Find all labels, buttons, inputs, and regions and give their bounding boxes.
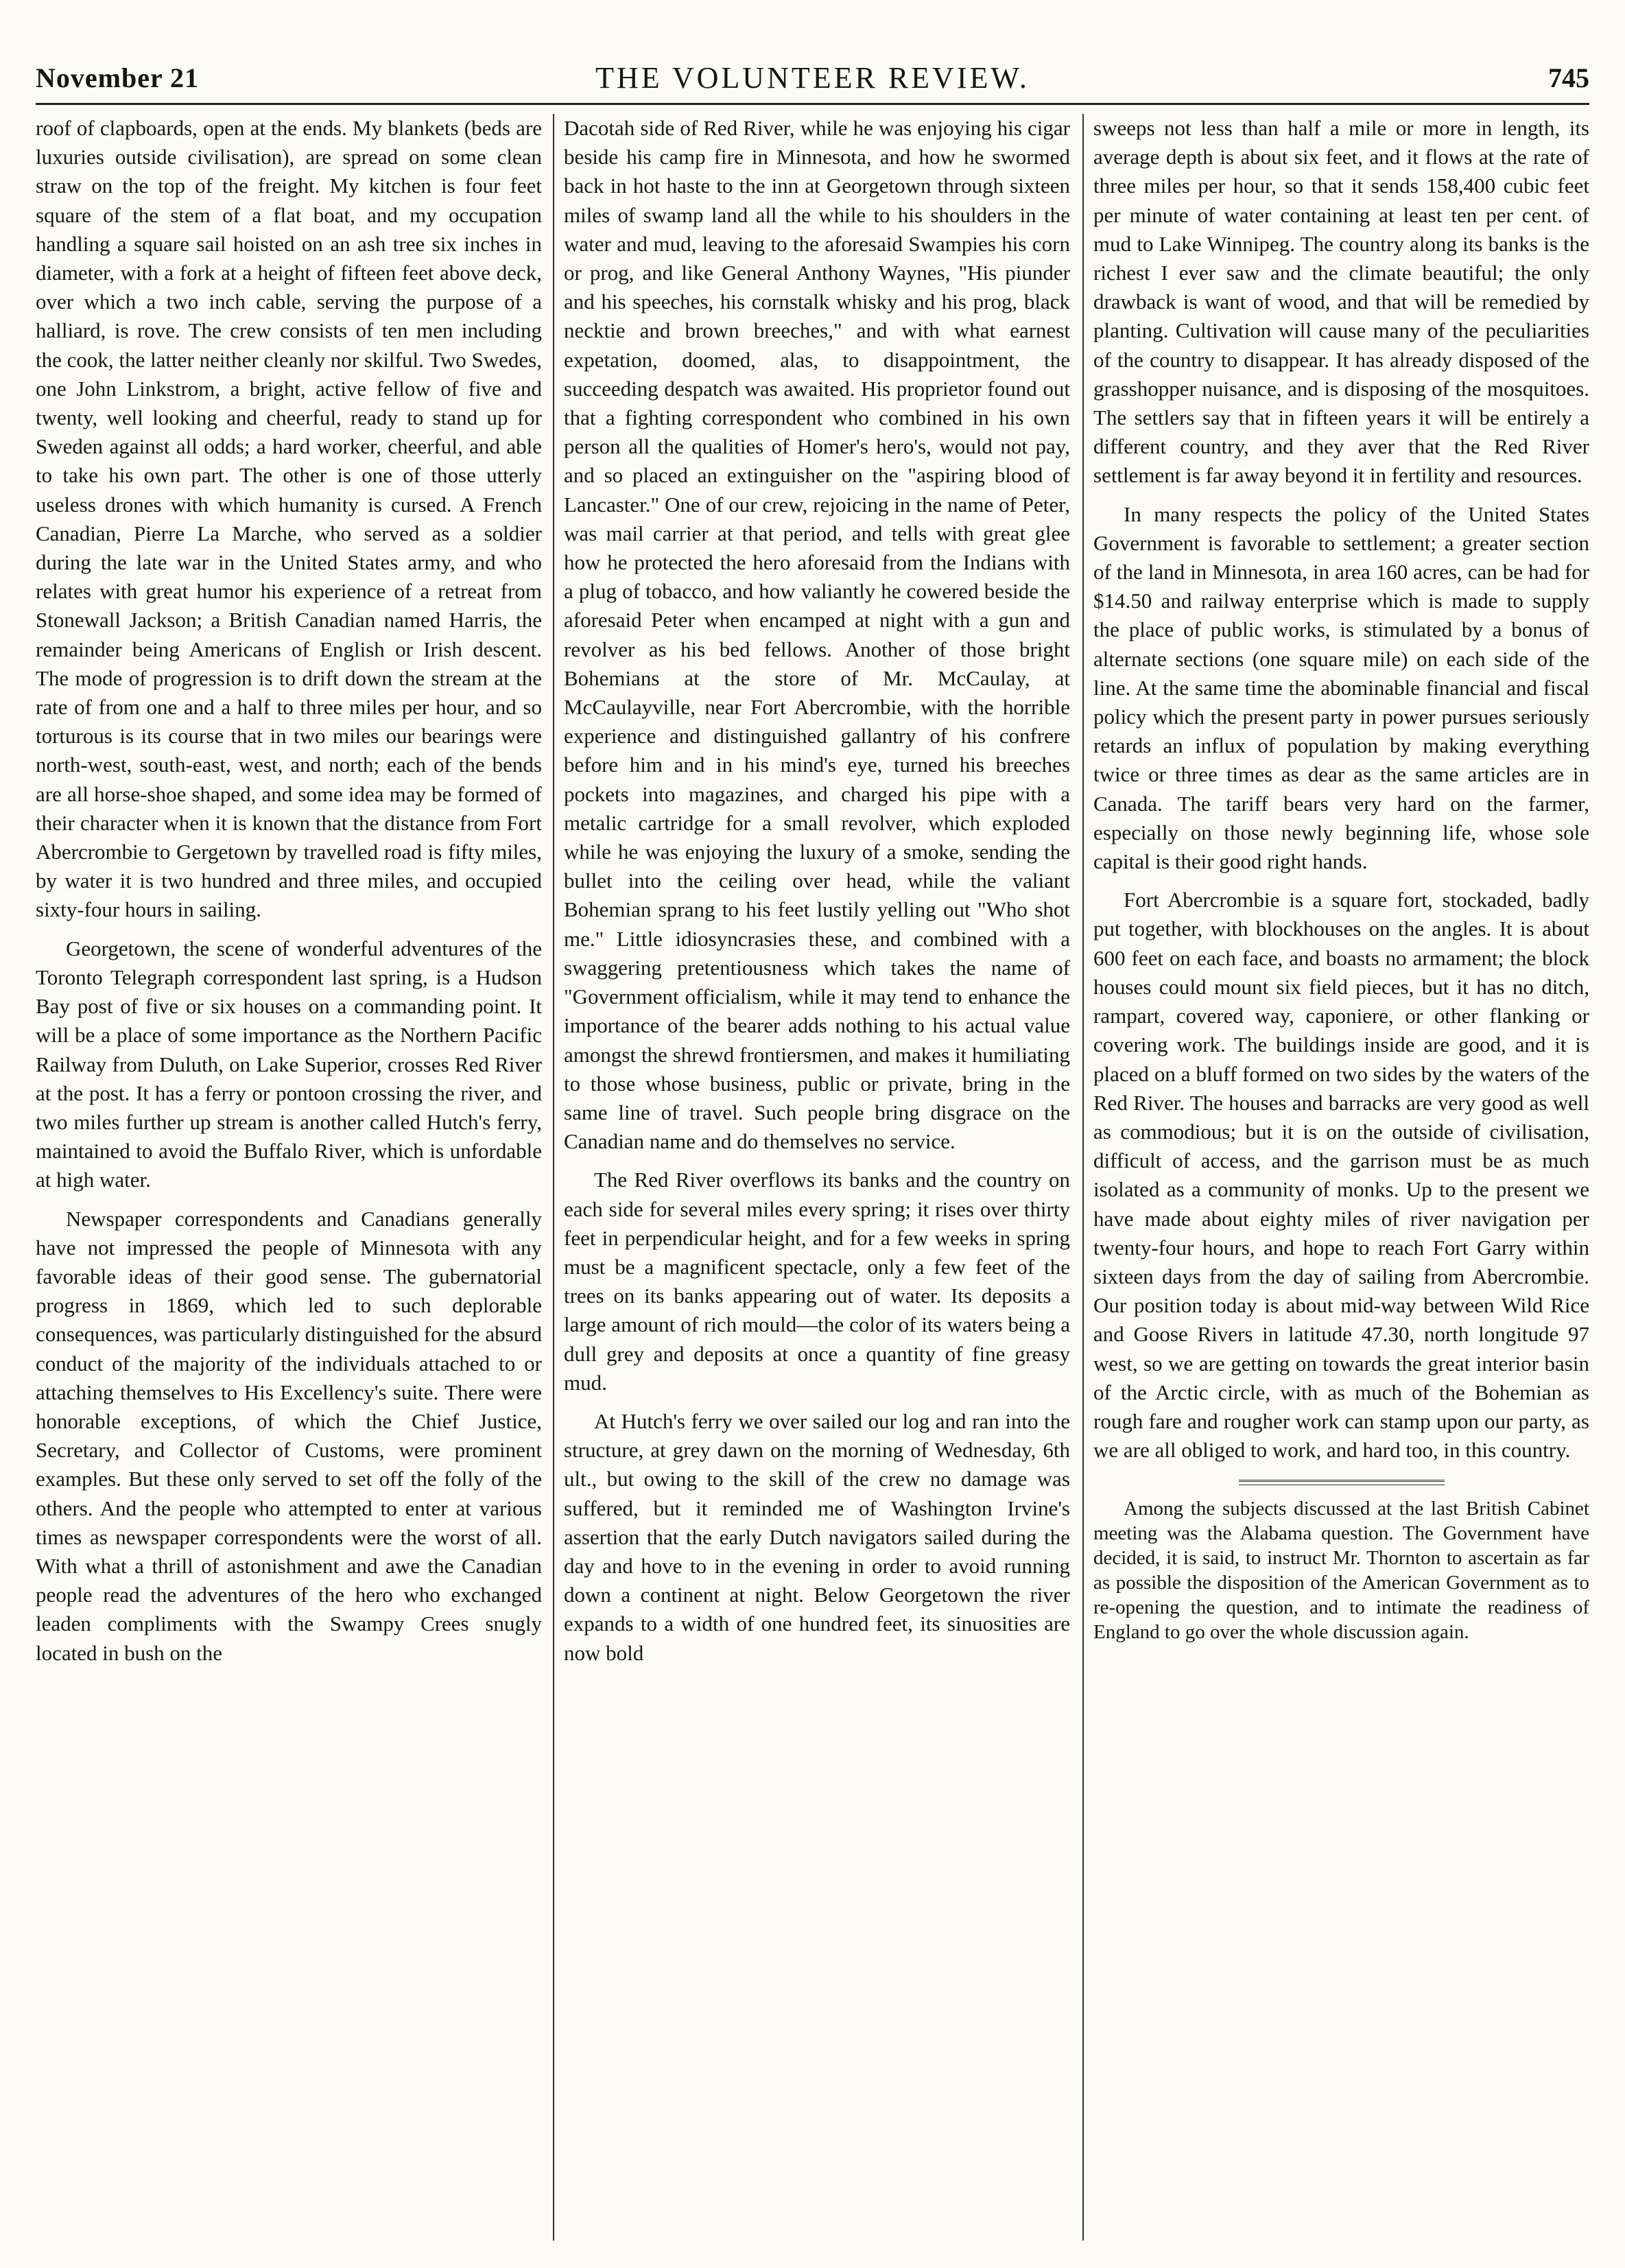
paragraph: Fort Abercrombie is a square fort, stockaded, badly put together, with blockhouses on the angles. It is about 600 feet on each face, and boasts no armament; the block houses could mount six field pieces, but it has no ditch, rampart, covered way, caponiere, or other flanking or covering work. The buildings inside are good, and it is placed on a bluff formed on two sides by the waters of the Red River. The houses and barracks are very good as well as commodious; but it is on the outside of civilisation, difficult of access, and the garrison must be as much isolated as a community of monks. Up to the present we have made about eighty miles of river navigation per twenty-four hours, and hope to reach Fort Garry within sixteen days from the day of sailing from Abercrombie. Our position today is about mid-way between Wild Rice and Goose Rivers in latitude 47.30, north longitude 97 west, so we are getting on towards the great interior basin of the Arctic circle, with as much of the Bohemian as rough fare and rougher work can stamp upon our party, as we are all obliged to work, and hard too, in this country. [1093, 888, 1589, 1463]
publication-title: THE VOLUNTEER REVIEW. [595, 61, 1030, 95]
column-divider [553, 114, 554, 2241]
news-note [1093, 1496, 1589, 1644]
paragraph: The Red River overflows its banks and the country on each side for several miles every spring; it rises over thirty feet in perpendicular height, and for a few weeks in spring must be a magnificent spectacle, only a few feet of the trees on its banks appearing out of water. Its deposits a large amount of rich mould—the color of its waters being a dull grey and deposits at once a quantity of fine greasy mud. [564, 1168, 1070, 1395]
paragraph: Dacotah side of Red River, while he was enjoying his cigar beside his camp fire in Minnesota, and how he swormed back in hot haste to the inn at Georgetown through sixteen miles of swamp land all the while to his shoulders in the water and mud, leaving to the aforesaid Swampies his corn or prog, and like General Anthony Waynes, "His piunder and his speeches, his cornstalk whisky and his prog, black necktie and brown breeches," and with what earnest expetation, doomed, alas, to disappointment, the succeeding despatch was awaited. His proprietor found out that a fighting correspondent who combined in his own person all the qualities of Homer's hero's, would not pay, and so placed an extinguisher on the "aspiring blood of Lancaster." One of our crew, rejoicing in the name of Peter, was mail carrier at that period, and tells with great glee how he protected the hero aforesaid from the Indians with a plug of tobacco, and how valiantly he cowered beside the aforesaid Peter when encamped at night with a gun and revolver as his bed fellows. Another of those bright Bohemians at the store of Mr. McCaulay, at McCaulayville, near Fort Abercrombie, with the horrible experience and distinguished gallantry of his confrere before him and in his mind's eye, turned his breeches pockets into magazines, and charged his pipe with a metalic cartridge for a small revolver, which exploded while he was enjoying the luxury of a smoke, sending the bullet into the ceiling over head, while the valiant Bohemian sprang to his feet lustily yelling out "Who shot me." Little idiosyncrasies these, and combined with a swaggering pretentiousness which takes the name of "Government officialism, while it may tend to enhance the importance of the bearer adds nothing to his actual value amongst the shrewd frontiersmen, and makes it humiliating to those whose business, public or private, bring in the same line of travel. Such people bring disgrace on the Canadian name and do themselves no service. [564, 116, 1070, 1154]
issue-date: November 21 [36, 62, 199, 93]
column-2 [564, 114, 1070, 2241]
paragraph: At Hutch's ferry we over sailed our log and ran into the structure, at grey dawn on the morning of Wednesday, 6th ult., but owing to the skill of the crew no damage was suffered, but it reminded me of Washington Irvine's assertion that the early Dutch navigators sailed during the day and hove to in the evening in order to avoid running down a continent at night. Below Georgetown the river expands to a width of one hundred feet, its sinuosities are now bold [564, 1408, 1070, 1665]
paragraph: roof of clapboards, open at the ends. My blankets (beds are luxuries outside civilisation), are spread on some clean straw on the top of the freight. My kitchen is four feet square of the stem of a flat boat, and my occupation handling a square sail hoisted on an ash tree six inches in diameter, with a fork at a height of fifteen feet above deck, over which a two inch cable, serving the purpose of a halliard, is rove. The crew consists of ten men including the cook, the latter neither cleanly nor skilful. Two Swedes, one John Linkstrom, a bright, active fellow of five and twenty, well looking and cheerful, ready to stand up for Sweden against all odds; a hard worker, cheerful, and able to take his own part. The other is one of those utterly useless drones with which humanity is cursed. A French Canadian, Pierre La Marche, who served as a soldier during the late war in the United States army, and who relates with great humor his experience of a retreat from Stonewall Jackson; a British Canadian named Harris, the remainder being Americans of English or Irish descent. The mode of progression is to drift down the stream at the rate of from one and a half to three miles per hour, and so torturous is its course that in two miles our bearings were north-west, south-east, west, and north; each of the bends are all horse-shoe shaped, and some idea may be formed of their character when it is known that the distance from Fort Abercrombie to Gergetown by travelled road is fifty miles, by water it is two hundred and three miles, and occupied sixty-four hours in sailing. [36, 116, 542, 922]
column-3 [1093, 114, 1589, 2241]
paragraph: sweeps not less than half a mile or more in length, its average depth is about six feet, and it flows at the rate of three miles per hour, so that it sends 158,400 cubic feet per minute of water containing at least ten per cent. of mud to Lake Winnipeg. The country along its banks is the richest I ever saw and the climate beautiful; the only drawback is want of wood, and that will be remedied by planting. Cultivation will cause many of the peculiarities of the country to disappear. It has already disposed of the grasshopper nuisance, and is disposing of the mosquitoes. The settlers say that in fifteen years it will be entirely a different country, and they aver that the Red River settlement is far away beyond it in fertility and resources. [1093, 116, 1589, 488]
newspaper-page [36, 43, 1589, 2245]
section-separator [1239, 1480, 1445, 1485]
paragraph: In many respects the policy of the United States Government is favorable to settlement; a greater section of the land in Minnesota, in area 160 acres, can be had for $14.50 and railway enterprise which is made to supply the place of public works, is stimulated by a bonus of alternate sections (one square mile) on each side of the line. At the same time the abominable financial and fiscal policy which the present party in power pursues seriously retards an influx of population by making everything twice or three times as dear as the same articles are in Canada. The tariff bears very hard on the farmer, especially on those newly beginning life, whose sole capital is their good right hands. [1093, 501, 1589, 874]
header-rule [36, 103, 1589, 105]
paragraph: Among the subjects discussed at the last British Cabinet meeting was the Alabama question. The Government have decided, it is said, to instruct Mr. Thornton to ascertain as far as possible the disposition of the American Government as to re-opening the question, and to intimate the readiness of England to go over the whole discussion again. [1093, 1498, 1589, 1644]
page-number: 745 [1548, 62, 1589, 93]
column-1 [36, 114, 542, 2241]
column-divider [1082, 114, 1084, 2241]
paragraph: Newspaper correspondents and Canadians generally have not impressed the people of Minnesota with any favorable ideas of their good sense. The gubernatorial progress in 1869, which led to such deplorable consequences, was particularly distinguished for the absurd conduct of the majority of the individuals attached to or attaching themselves to His Excellency's suite. There were honorable exceptions, of which the Chief Justice, Secretary, and Collector of Customs, were prominent examples. But these only served to set off the folly of the others. And the people who attempted to enter at various times as newspaper correspondents were the worst of all. With what a thrill of astonishment and awe the Canadian people read the adventures of the hero who exchanged leaden compliments with the Swampy Crees snugly located in bush on the [36, 1206, 542, 1665]
paragraph: Georgetown, the scene of wonderful adventures of the Toronto Telegraph correspondent last spring, is a Hudson Bay post of five or six houses on a commanding point. It will be a place of some importance as the Northern Pacific Railway from Duluth, on Lake Superior, crosses Red River at the post. It has a ferry or pontoon crossing the river, and two miles further up stream is another called Hutch's ferry, maintained to avoid the Buffalo River, which is unfordable at high water. [36, 936, 542, 1192]
page-header [36, 43, 1589, 104]
